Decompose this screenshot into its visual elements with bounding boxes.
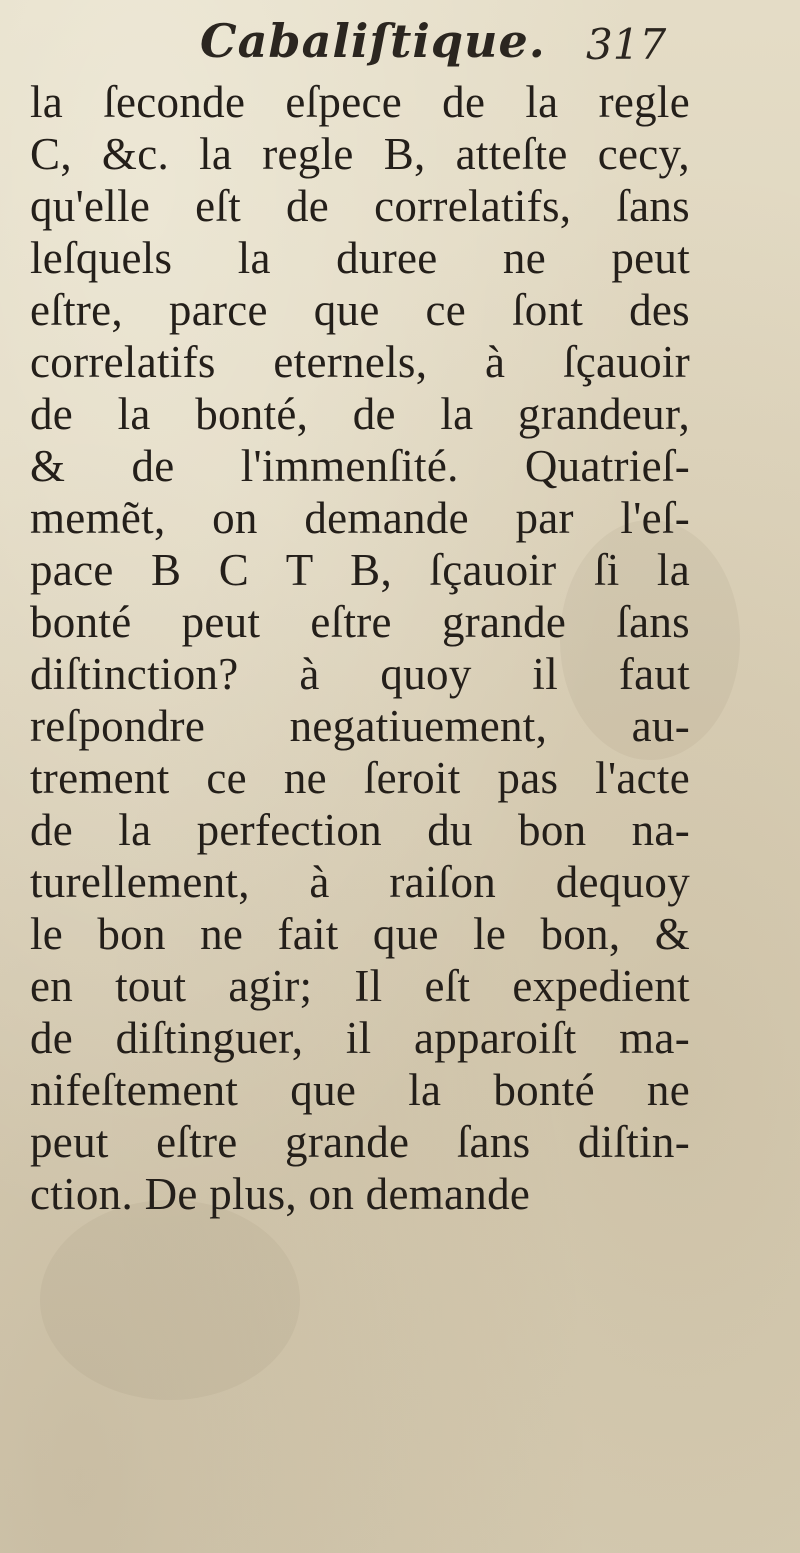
running-title: Cabaliſtique. [200, 14, 546, 68]
text-line: C, &c. la regle B, atteſte cecy, [30, 129, 690, 179]
text-line: le bon ne fait que le bon, & [30, 909, 690, 959]
text-line: turellement, à raiſon dequoy [30, 857, 690, 907]
text-line: de la bonté, de la grandeur, [30, 389, 690, 439]
page-number: 317 [586, 20, 667, 69]
text-line: diſtinction? à quoy il faut [30, 649, 690, 699]
text-line: en tout agir; Il eſt expedient [30, 961, 690, 1011]
text-line: nifeſtement que la bonté ne [30, 1065, 690, 1115]
text-line: reſpondre negatiuement, au- [30, 701, 690, 751]
paper-stain [40, 1200, 300, 1400]
text-line: qu'elle eſt de correlatifs, ſans [30, 181, 690, 231]
text-line: trement ce ne ſeroit pas l'acte [30, 753, 690, 803]
text-line: la ſeconde eſpece de la regle [30, 77, 690, 127]
text-line: memẽt, on demande par l'eſ- [30, 493, 690, 543]
text-line: leſquels la duree ne peut [30, 233, 690, 283]
page-header [0, 12, 800, 82]
text-line: ction. De plus, on demande [30, 1169, 531, 1219]
text-line: & de l'immenſité. Quatrieſ- [30, 441, 690, 491]
text-line: de la perfection du bon na- [30, 805, 690, 855]
text-line: peut eſtre grande ſans diſtin- [30, 1117, 690, 1167]
text-line: correlatifs eternels, à ſçauoir [30, 337, 690, 387]
text-line: bonté peut eſtre grande ſans [30, 597, 690, 647]
text-line: de diſtinguer, il apparoiſt ma- [30, 1013, 690, 1063]
body-text [30, 76, 690, 1220]
text-line: pace B C T B, ſçauoir ſi la [30, 545, 690, 595]
text-line: eſtre, parce que ce ſont des [30, 285, 690, 335]
